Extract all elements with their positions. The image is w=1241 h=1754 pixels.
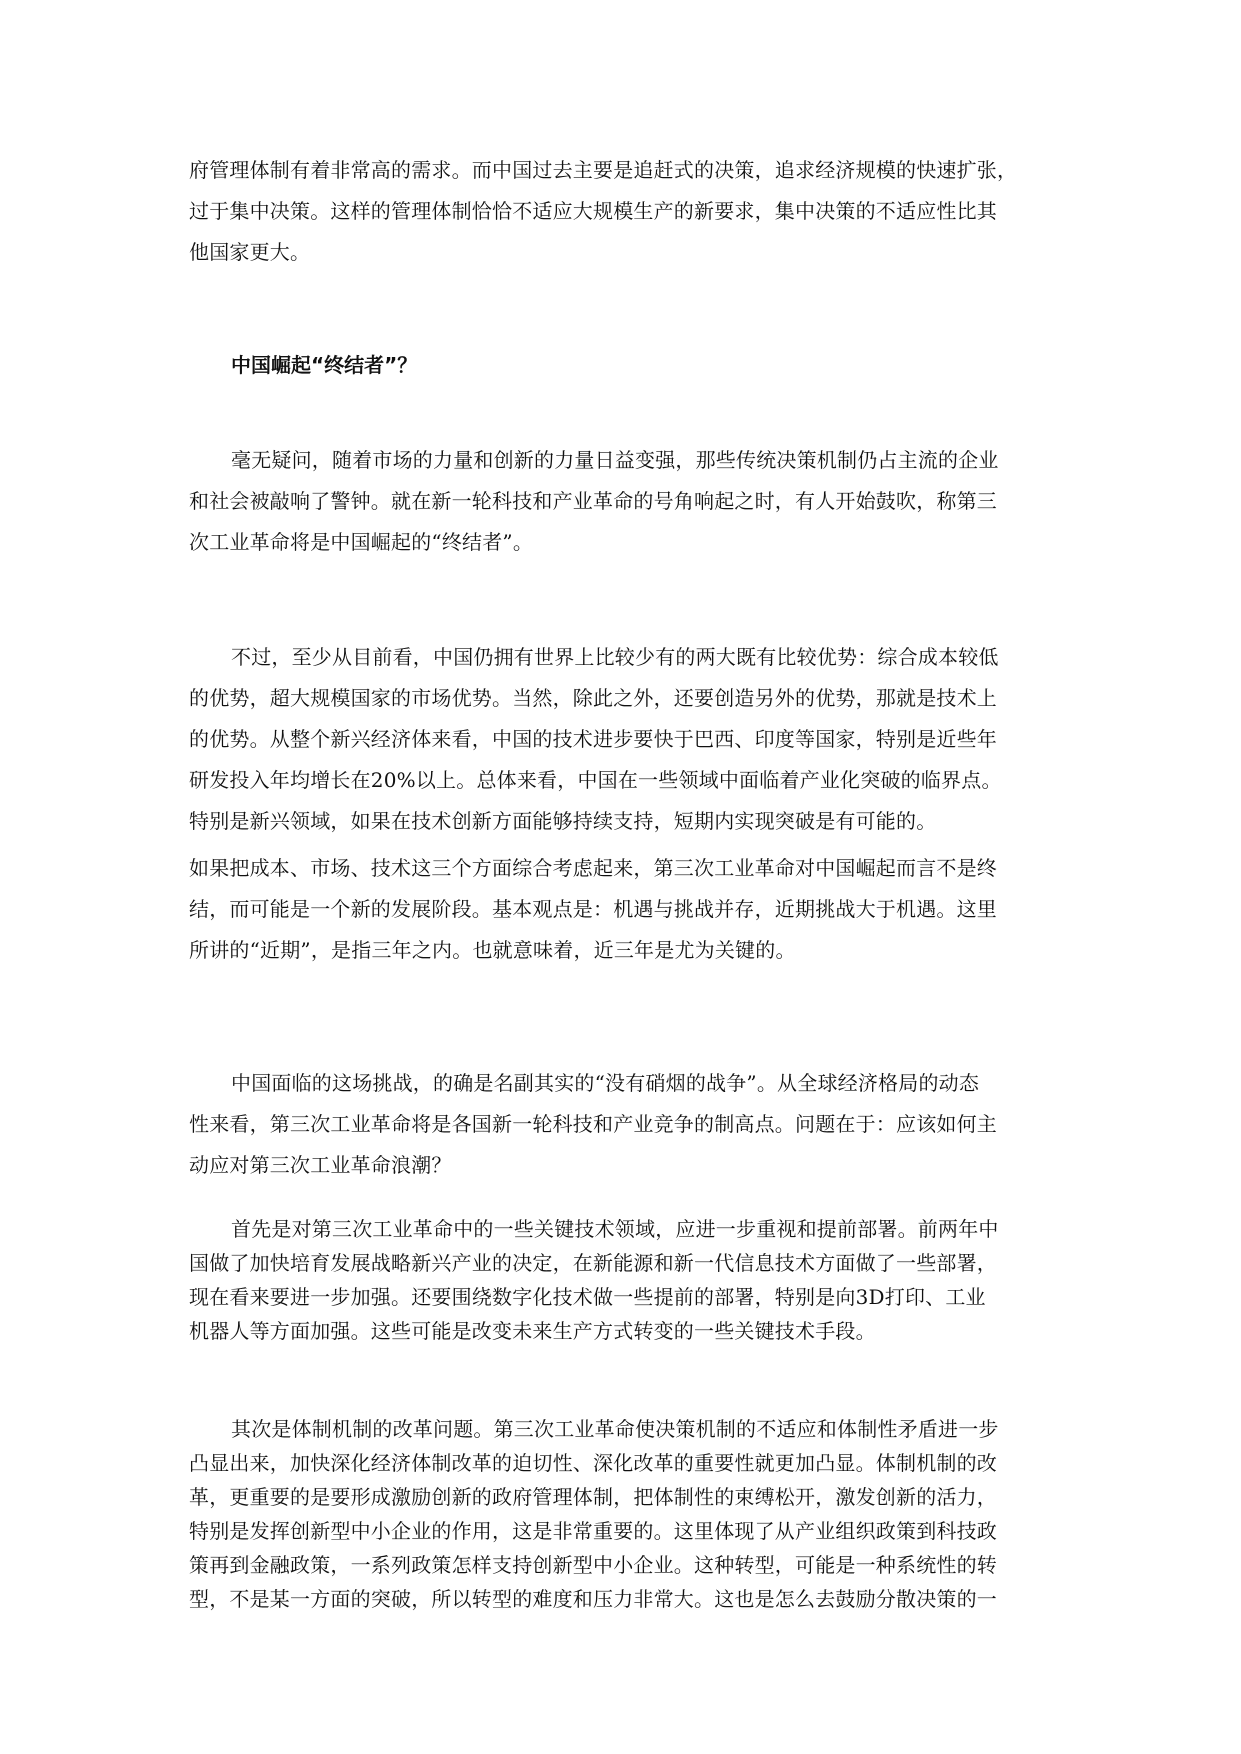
text-line: 的优势，超大规模国家的市场优势。当然，除此之外，还要创造另外的优势，那就是技术上 — [189, 686, 997, 710]
text-line: 其次是体制机制的改革问题。第三次工业革命使决策机制的不适应和体制性矛盾进一步 — [231, 1417, 999, 1441]
paragraph-5 — [189, 1063, 1057, 1186]
text-line: 过于集中决策。这样的管理体制恰恰不适应大规模生产的新要求，集中决策的不适应性比其 — [189, 199, 997, 223]
section-heading: 中国崛起“终结者”？ — [231, 353, 418, 377]
paragraph-3 — [189, 637, 1057, 842]
text-line: 毫无疑问，随着市场的力量和创新的力量日益变强，那些传统决策机制仍占主流的企业 — [231, 448, 999, 472]
text-line: 机器人等方面加强。这些可能是改变未来生产方式转变的一些关键技术手段。 — [189, 1319, 876, 1343]
paragraph-2 — [189, 440, 1057, 563]
text-line: 和社会被敲响了警钟。就在新一轮科技和产业革命的号角响起之时，有人开始鼓吹，称第三 — [189, 489, 997, 513]
text-line: 国做了加快培育发展战略新兴产业的决定，在新能源和新一代信息技术方面做了一些部署， — [189, 1251, 997, 1275]
text-line: 次工业革命将是中国崛起的“终结者”。 — [189, 530, 534, 554]
paragraph-6 — [189, 1212, 1057, 1348]
paragraph-7 — [189, 1412, 1057, 1616]
text-line: 特别是发挥创新型中小企业的作用，这是非常重要的。这里体现了从产业组织政策到科技政 — [189, 1519, 997, 1543]
text-line: 策再到金融政策，一系列政策怎样支持创新型中小企业。这种转型，可能是一种系统性的转 — [189, 1553, 997, 1577]
paragraph-4 — [189, 848, 1057, 971]
text-line: 府管理体制有着非常高的需求。而中国过去主要是追赶式的决策，追求经济规模的快速扩张， — [189, 158, 1018, 182]
text-line: 动应对第三次工业革命浪潮？ — [189, 1153, 452, 1177]
text-line: 中国面临的这场挑战，的确是名副其实的“没有硝烟的战争”。从全球经济格局的动态 — [231, 1071, 980, 1095]
text-line: 特别是新兴领域，如果在技术创新方面能够持续支持，短期内实现突破是有可能的。 — [189, 809, 937, 833]
text-line: 不过，至少从目前看，中国仍拥有世界上比较少有的两大既有比较优势：综合成本较低 — [231, 645, 999, 669]
text-line: 所讲的“近期”，是指三年之内。也就意味着，近三年是尤为关键的。 — [189, 938, 796, 962]
paragraph-1 — [189, 150, 1057, 273]
text-line: 首先是对第三次工业革命中的一些关键技术领域，应进一步重视和提前部署。前两年中 — [231, 1217, 999, 1241]
text-line: 的优势。从整个新兴经济体来看，中国的技术进步要快于巴西、印度等国家，特别是近些年 — [189, 727, 997, 751]
text-line: 如果把成本、市场、技术这三个方面综合考虑起来，第三次工业革命对中国崛起而言不是终 — [189, 856, 997, 880]
text-line: 革，更重要的是要形成激励创新的政府管理体制，把体制性的束缚松开，激发创新的活力， — [189, 1485, 997, 1509]
text-line: 研发投入年均增长在20%以上。总体来看，中国在一些领域中面临着产业化突破的临界点。 — [189, 768, 1002, 792]
text-line: 性来看，第三次工业革命将是各国新一轮科技和产业竞争的制高点。问题在于：应该如何主 — [189, 1112, 997, 1136]
text-line: 凸显出来，加快深化经济体制改革的迫切性、深化改革的重要性就更加凸显。体制机制的改 — [189, 1451, 997, 1475]
text-line: 型，不是某一方面的突破，所以转型的难度和压力非常大。这也是怎么去鼓励分散决策的一 — [189, 1587, 997, 1611]
text-line: 现在看来要进一步加强。还要围绕数字化技术做一些提前的部署，特别是向3D打印、工业 — [189, 1285, 986, 1309]
text-line: 结，而可能是一个新的发展阶段。基本观点是：机遇与挑战并存，近期挑战大于机遇。这里 — [189, 897, 997, 921]
text-line: 他国家更大。 — [189, 240, 311, 264]
